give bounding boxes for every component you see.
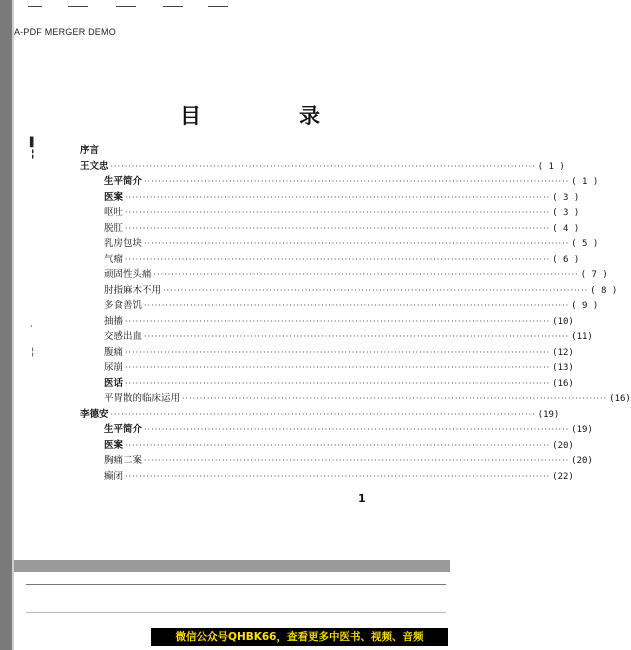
- promo-banner: 微信公众号QHBK66，查看更多中医书、视频、音频: [151, 628, 448, 646]
- page-number: 1: [358, 492, 366, 505]
- toc-entry: [104, 284, 618, 298]
- toc-entry-title: 生平简介: [104, 424, 143, 435]
- top-mark: [116, 6, 136, 7]
- toc-entry-page: (20): [571, 456, 593, 466]
- toc-entry-title: 气瘤: [104, 253, 124, 265]
- toc-entry: [80, 144, 392, 158]
- toc-entry-title: 生平简介: [104, 176, 143, 187]
- scan-speck: ·: [30, 322, 33, 332]
- toc-entry-title: 医话: [104, 377, 124, 389]
- toc-entry-title: 乳房包块: [104, 238, 143, 249]
- toc-entry-page: (20): [552, 440, 574, 451]
- toc-entry-page: ( 1 ): [537, 161, 565, 172]
- toc-entry-page: ( 8 ): [590, 285, 618, 296]
- toc-entry: [80, 408, 560, 422]
- toc-entry-title: 脱肛: [104, 222, 124, 234]
- toc-entry: [104, 377, 574, 391]
- toc-entry-title: 胸痛二案: [104, 455, 143, 466]
- toc-leader-dots: ························································································································: [144, 332, 570, 341]
- next-page-rule: [26, 612, 446, 613]
- toc-leader-dots: ························································································································: [144, 425, 570, 434]
- toc-entry-page: ( 7 ): [580, 270, 608, 280]
- top-mark: [68, 6, 88, 7]
- top-mark: [28, 6, 42, 7]
- toc-entry-page: ( 4 ): [552, 223, 580, 234]
- toc-leader-dots: ························································································································: [125, 471, 551, 481]
- toc-leader-dots: ························································································································: [125, 316, 551, 326]
- toc-leader-dots: ························································································································: [125, 378, 551, 388]
- toc-entry-title: 多食善饥: [104, 300, 143, 311]
- toc-leader-dots: ························································································································: [125, 363, 551, 372]
- toc-entry: [104, 346, 574, 360]
- page-top-marks: [28, 6, 228, 8]
- toc-entry-title: 癫闭: [104, 470, 124, 482]
- toc-entry-title: 呕吐: [104, 207, 124, 218]
- toc-entry-page: ( 6 ): [552, 254, 580, 265]
- toc-entry-page: (16): [609, 394, 631, 404]
- toc-leader-dots: ························································································································: [110, 409, 536, 419]
- toc-entry: [104, 222, 580, 236]
- toc-entry-page: ( 3 ): [552, 208, 580, 218]
- toc-entry: [104, 361, 574, 375]
- toc-entry-page: ( 9 ): [571, 301, 599, 311]
- toc-entry-title: 李德安: [80, 408, 109, 420]
- toc-entry: [104, 454, 593, 468]
- toc-leader-dots: ························································································································: [125, 347, 551, 357]
- toc-entry-title: 交感出血: [104, 331, 143, 342]
- toc-entry: [104, 253, 580, 267]
- page-separator: [14, 560, 450, 572]
- toc-entry-title: 医案: [104, 439, 124, 451]
- scan-speck: ▌: [30, 138, 37, 148]
- toc-leader-dots: ························································································································: [144, 301, 570, 310]
- toc-leader-dots: ························································································································: [125, 254, 551, 264]
- watermark-header: A-PDF MERGER DEMO: [14, 27, 116, 37]
- toc-entry: [104, 268, 608, 282]
- toc-leader-dots: ························································································································: [125, 208, 551, 217]
- toc-entry: [104, 237, 599, 251]
- toc-entry: [104, 330, 593, 344]
- toc-entry-page: (13): [552, 363, 574, 373]
- toc-entry: [104, 191, 580, 205]
- toc-entry: [104, 299, 599, 313]
- toc-leader-dots: ························································································································: [144, 456, 570, 465]
- toc-leader-dots: ························································································································: [125, 192, 551, 202]
- viewer-left-scroll-strip[interactable]: [0, 0, 12, 650]
- toc-entry-title: 平胃散的临床运用: [104, 393, 181, 404]
- toc-entry-title: 尿崩: [104, 362, 124, 373]
- toc-leader-dots: ························································································································: [182, 394, 608, 403]
- toc-entry-title: 顽固性头痛: [104, 269, 152, 280]
- toc-entry-page: (19): [537, 409, 560, 420]
- toc-entry: [104, 392, 631, 406]
- toc-entry: [104, 439, 574, 453]
- toc-leader-dots: ························································································································: [144, 239, 570, 248]
- toc-entry: [104, 206, 580, 220]
- title-char-right: 录: [299, 104, 320, 128]
- toc-entry-page: (16): [552, 378, 574, 389]
- toc-leader-dots: ························································································································: [153, 270, 579, 279]
- toc-leader-dots: ························································································································: [144, 177, 570, 186]
- toc-entry: [80, 160, 565, 174]
- page-title: [180, 100, 320, 130]
- toc-entry: [104, 175, 599, 189]
- toc-entry-title: 肘指麻木不用: [104, 284, 162, 296]
- toc-entry-page: (12): [552, 347, 574, 358]
- toc-entry-page: (22): [552, 471, 574, 482]
- toc-entry-title: 序言: [80, 145, 100, 156]
- toc-entry-page: ( 5 ): [571, 239, 599, 249]
- toc-entry: [104, 470, 574, 484]
- scan-speck: ╎: [30, 348, 36, 358]
- toc-entry-page: (11): [571, 332, 593, 342]
- next-page-rule: [26, 584, 446, 585]
- toc-entry-page: (10): [552, 316, 574, 327]
- toc-leader-dots: ························································································································: [125, 223, 551, 233]
- toc-leader-dots: ························································································································: [125, 440, 551, 450]
- toc-leader-dots: ························································································································: [110, 161, 536, 171]
- toc-entry-title: 医案: [104, 191, 124, 203]
- toc-entry-page: ( 1 ): [571, 177, 599, 187]
- toc-entry: [104, 315, 574, 329]
- toc-entry: [104, 423, 593, 437]
- top-mark: [163, 6, 183, 7]
- toc-entry-title: 抽搐: [104, 315, 124, 327]
- toc-entry-title: 腹痛: [104, 346, 124, 358]
- toc-entry-title: 王文忠: [80, 160, 109, 172]
- toc-leader-dots: ························································································································: [163, 285, 589, 295]
- toc-entry-page: ( 3 ): [552, 192, 580, 203]
- toc-entry-page: (19): [571, 425, 593, 435]
- top-mark: [208, 6, 228, 7]
- scan-speck: ╏: [30, 150, 36, 160]
- title-char-left: 目: [180, 104, 201, 128]
